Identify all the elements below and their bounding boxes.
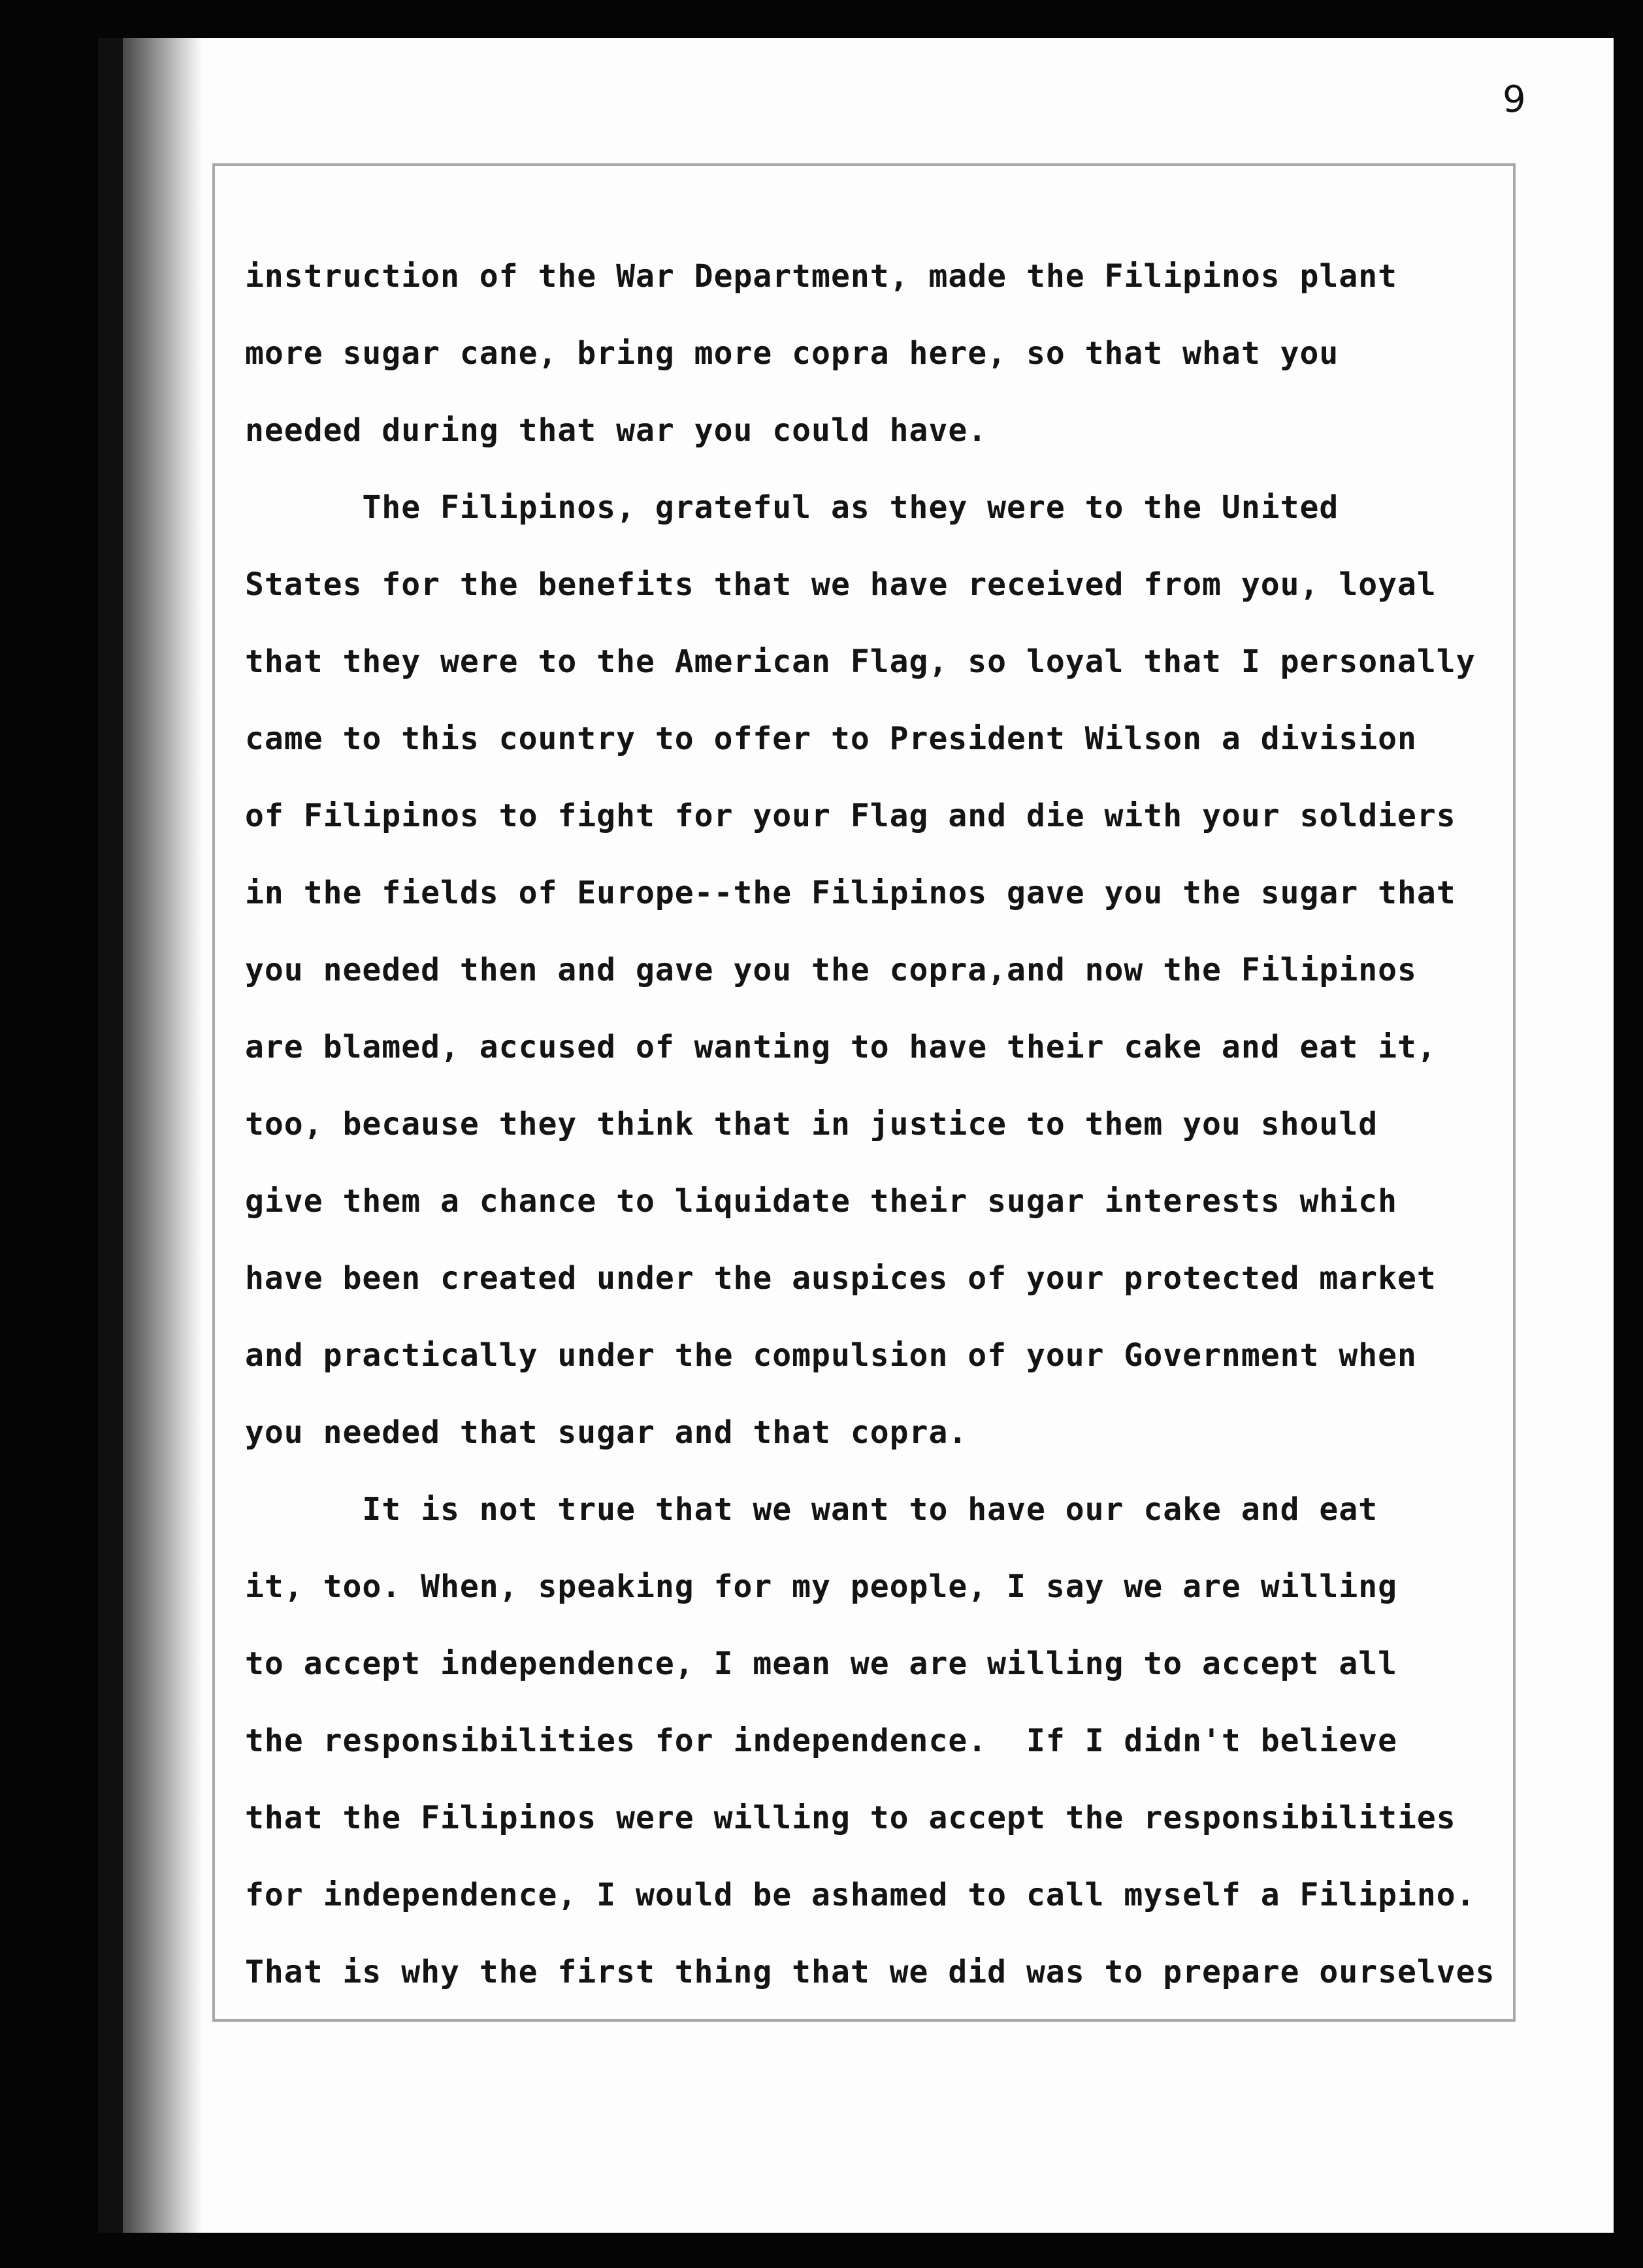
text-line: of Filipinos to fight for your Flag and die with your soldiers: [245, 798, 1456, 834]
typescript-body: [245, 238, 1538, 2011]
text-line: and practically under the compulsion of your Government when: [245, 1337, 1417, 1374]
text-line: more sugar cane, bring more copra here, so that what you: [245, 335, 1339, 372]
text-line: for independence, I would be ashamed to call myself a Filipino.: [245, 1877, 1476, 1913]
page-number: 9: [1503, 78, 1526, 121]
text-line: are blamed, accused of wanting to have their cake and eat it,: [245, 1029, 1437, 1065]
text-line: have been created under the auspices of your protected market: [245, 1260, 1437, 1297]
text-line: States for the benefits that we have received from you, loyal: [245, 566, 1437, 603]
text-line: instruction of the War Department, made the Filipinos plant: [245, 258, 1398, 295]
text-line: that the Filipinos were willing to accept the responsibilities: [245, 1800, 1456, 1836]
text-line: that they were to the American Flag, so loyal that I personally: [245, 643, 1476, 680]
text-line: it, too. When, speaking for my people, I say we are willing: [245, 1568, 1398, 1605]
text-line: came to this country to offer to President Wilson a division: [245, 721, 1417, 757]
text-line: in the fields of Europe--the Filipinos gave you the sugar that: [245, 875, 1456, 911]
text-line: It is not true that we want to have our cake and eat: [245, 1491, 1378, 1528]
text-line: the responsibilities for independence. If I didn't believe: [245, 1723, 1398, 1759]
text-line: too, because they think that in justice to them you should: [245, 1106, 1378, 1142]
binding-edge: [98, 38, 123, 2233]
text-line: That is why the first thing that we did was to prepare ourselves: [245, 1954, 1495, 1990]
text-line: you needed then and gave you the copra,and now the Filipinos: [245, 952, 1417, 988]
text-line: you needed that sugar and that copra.: [245, 1414, 968, 1451]
text-line: needed during that war you could have.: [245, 412, 988, 449]
text-line: give them a chance to liquidate their sugar interests which: [245, 1183, 1398, 1220]
text-line: The Filipinos, grateful as they were to the United: [245, 489, 1339, 526]
text-line: to accept independence, I mean we are willing to accept all: [245, 1645, 1398, 1682]
